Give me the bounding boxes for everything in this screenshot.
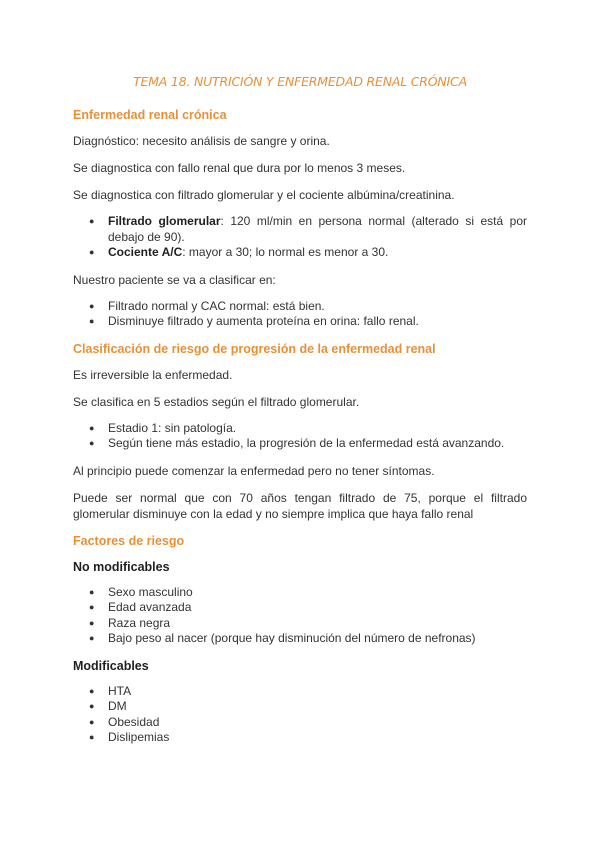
list-item-text: Bajo peso al nacer (porque hay disminución del número de nefronas) <box>108 631 476 645</box>
bullet-icon: ● <box>89 633 95 643</box>
list-item-text: Raza negra <box>108 615 171 630</box>
bullet-icon: ● <box>89 216 95 226</box>
list-item <box>89 245 527 261</box>
bullet-icon: ● <box>89 602 95 612</box>
list-item-text: Disminuye filtrado y aumenta proteína en orina: fallo renal. <box>108 314 419 328</box>
list-item-text: Filtrado normal y CAC normal: está bien. <box>108 298 325 313</box>
list-item-text: HTA <box>108 683 132 698</box>
section-heading-erc: Enfermedad renal crónica <box>73 108 227 122</box>
list-item <box>89 314 527 330</box>
bullet-icon: ● <box>89 617 95 628</box>
bullet-icon: ● <box>89 300 95 311</box>
list-item-text: DM <box>108 699 127 713</box>
bullet-icon: ● <box>89 316 95 326</box>
term: Filtrado glomerular <box>108 214 221 228</box>
list-item-text: Sexo masculino <box>108 584 193 599</box>
list-item <box>89 631 527 647</box>
bullet-icon: ● <box>89 247 95 257</box>
bullet-list <box>73 585 527 647</box>
bullet-icon: ● <box>89 586 95 597</box>
list-item <box>89 615 527 632</box>
paragraph: Se clasifica en 5 estadios según el filtrado glomerular. <box>73 394 360 409</box>
bullet-icon: ● <box>89 716 95 727</box>
section-heading-clasificacion: Clasificación de riesgo de progresión de la enfermedad renal <box>73 341 436 356</box>
bullet-list <box>73 214 527 261</box>
paragraph: Se diagnostica con filtrado glomerular y el cociente albúmina/creatinina. <box>73 188 455 202</box>
list-item <box>89 436 527 452</box>
paragraph: Diagnóstico: necesito análisis de sangre y orina. <box>73 134 330 148</box>
section-heading-factores: Factores de riesgo <box>73 533 185 548</box>
list-item <box>89 730 527 746</box>
bullet-icon: ● <box>89 732 95 742</box>
list-item-text: Estadio 1: sin patología. <box>108 420 237 435</box>
paragraph: Se diagnostica con fallo renal que dura por lo menos 3 meses. <box>73 161 406 175</box>
document-title: TEMA 18. NUTRICIÓN Y ENFERMEDAD RENAL CRÓNICA <box>133 74 467 89</box>
paragraph: Puede ser normal que con 70 años tengan filtrado de 75, porque el filtrado glomerular disminuye con la edad y no siempre implica que haya fallo renal <box>73 490 527 521</box>
definition: : mayor a 30; lo normal es menor a 30. <box>182 245 389 259</box>
bullet-list <box>73 421 527 452</box>
paragraph: Es irreversible la enfermedad. <box>73 367 233 382</box>
list-item <box>89 699 527 715</box>
bullet-list <box>73 684 527 746</box>
bullet-icon: ● <box>89 422 95 433</box>
bullet-icon: ● <box>89 701 95 711</box>
bullet-list <box>73 299 527 330</box>
list-item-text: Edad avanzada <box>108 600 192 614</box>
paragraph: Al principio puede comenzar la enfermedad pero no tener síntomas. <box>73 463 435 478</box>
list-item <box>89 214 527 245</box>
list-item <box>89 584 527 601</box>
sub-heading-no-modificables: No modificables <box>73 559 170 574</box>
bullet-icon: ● <box>89 438 95 448</box>
bullet-icon: ● <box>89 685 95 696</box>
list-item-text: Según tiene más estadio, la progresión de la enfermedad está avanzando. <box>108 436 505 450</box>
paragraph: Nuestro paciente se va a clasificar en: <box>73 272 276 287</box>
list-item-text: Dislipemias <box>108 730 170 744</box>
definition: : 120 ml/min en persona normal (alterado si está por debajo de 90). <box>108 214 527 244</box>
list-item <box>89 420 527 437</box>
list-item <box>89 298 527 315</box>
sub-heading-modificables: Modificables <box>73 658 149 673</box>
list-item <box>89 683 527 700</box>
term: Cociente A/C <box>108 245 183 259</box>
list-item-text: Obesidad <box>108 714 160 729</box>
list-item <box>89 600 527 616</box>
list-item <box>89 714 527 731</box>
